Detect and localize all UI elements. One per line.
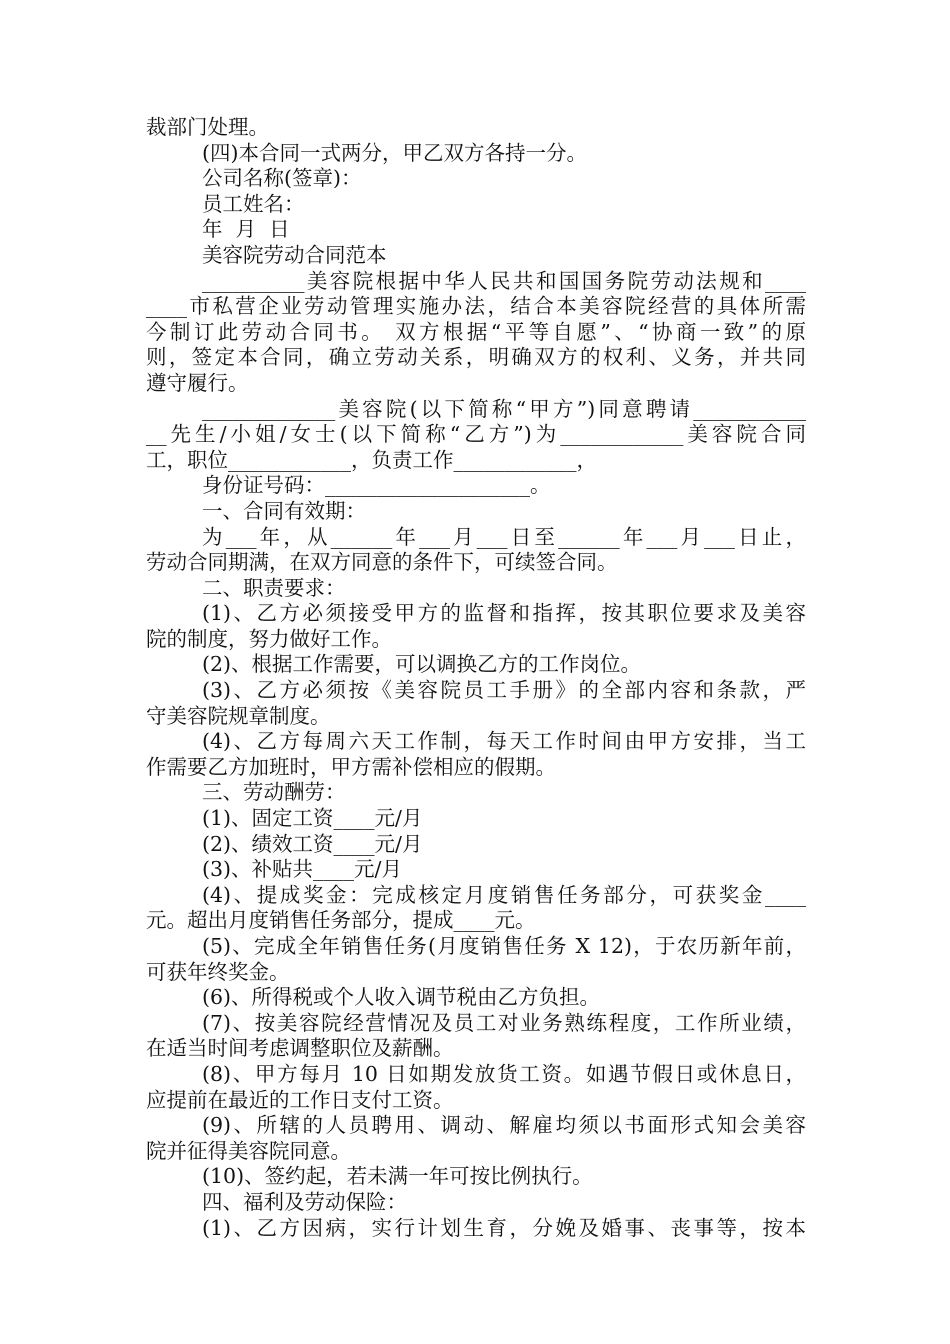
text-line: 院的制度，努力做好工作。 (146, 626, 392, 651)
text-line: 美容院劳动合同范本 (202, 242, 387, 267)
text-line: (3)、补贴共____元/月 (202, 857, 402, 882)
text-line: (5)、完成全年销售任务(月度销售任务 X 12)，于农历新年前， (202, 934, 806, 958)
text-line: 遵守履行。 (146, 370, 249, 395)
text-line: (2)、根据工作需要，可以调换乙方的工作岗位。 (202, 652, 642, 677)
text-line: 院并征得美容院同意。 (146, 1138, 351, 1163)
text-line: (1)、乙方因病，实行计划生育，分娩及婚事、丧事等，按本 (202, 1215, 806, 1240)
text-line: __________美容院根据中华人民共和国国务院劳动法规和____ (202, 268, 806, 293)
text-line: (四)本合同一式两分，甲乙双方各持一分。 (202, 140, 587, 165)
text-line: 裁部门处理。 (146, 115, 269, 139)
text-line: (2)、绩效工资____元/月 (202, 831, 423, 856)
text-line: (3)、乙方必须按《美容院员工手册》的全部内容和条款，严 (202, 678, 806, 703)
text-line: 二、职责要求： (202, 575, 346, 600)
text-line: __先生/小姐/女士(以下简称“乙方”)为____________美容院合同 (146, 422, 806, 447)
text-line: (1)、乙方必须接受甲方的监督和指挥，按其职位要求及美容 (202, 601, 806, 626)
text-line: 应提前在最近的工作日支付工资。 (146, 1087, 454, 1112)
text-line: 身份证号码：____________________。 (202, 473, 551, 498)
text-line: _____________美容院(以下简称“甲方”)同意聘请___________ (202, 396, 806, 421)
text-line: (8)、甲方每月 10 日如期发放货工资。如遇节假日或休息日， (202, 1061, 806, 1086)
text-line: 可获年终奖金。 (146, 959, 290, 984)
text-line: 守美容院规章制度。 (146, 703, 331, 728)
text-line: (9)、所辖的人员聘用、调动、解雇均须以书面形式知会美容 (202, 1113, 806, 1138)
text-line: (4)、提成奖金：完成核定月度销售任务部分，可获奖金____ (202, 882, 806, 907)
text-line: 在适当时间考虑调整职位及薪酬。 (146, 1036, 454, 1061)
text-line: 今制订此劳动合同书。 双方根据“平等自愿”、“协商一致”的原 (146, 319, 806, 344)
text-line: (6)、所得税或个人收入调节税由乙方负担。 (202, 985, 601, 1010)
text-line: 员工姓名： (202, 191, 305, 216)
text-line: 元。超出月度销售任务部分，提成____元。 (146, 908, 536, 933)
text-line: 公司名称(签章)： (202, 166, 362, 191)
text-line: 为___年，从______年___月___日至______年___月___日止， (202, 524, 806, 549)
text-line: (10)、签约起，若未满一年可按比例执行。 (202, 1164, 593, 1189)
text-line: 一、合同有效期： (202, 498, 366, 523)
text-line: 工，职位____________，负责工作____________， (146, 447, 597, 472)
document-body (146, 115, 806, 1241)
text-line: (7)、按美容院经营情况及员工对业务熟练程度，工作所业绩， (202, 1010, 806, 1035)
text-line: (4)、乙方每周六天工作制，每天工作时间由甲方安排，当工 (202, 729, 806, 754)
text-line: 则，签定本合同，确立劳动关系，明确双方的权利、义务，并共同 (146, 345, 806, 370)
text-line: 四、福利及劳动保险： (202, 1189, 407, 1214)
text-line: 三、劳动酬劳： (202, 780, 346, 805)
text-line: 劳动合同期满，在双方同意的条件下，可续签合同。 (146, 550, 618, 575)
text-line: 年 月 日 (202, 217, 290, 242)
text-line: ____市私营企业劳动管理实施办法，结合本美容院经营的具体所需 (146, 294, 806, 319)
text-line: 作需要乙方加班时，甲方需补偿相应的假期。 (146, 754, 556, 779)
text-line: (1)、固定工资____元/月 (202, 806, 423, 831)
